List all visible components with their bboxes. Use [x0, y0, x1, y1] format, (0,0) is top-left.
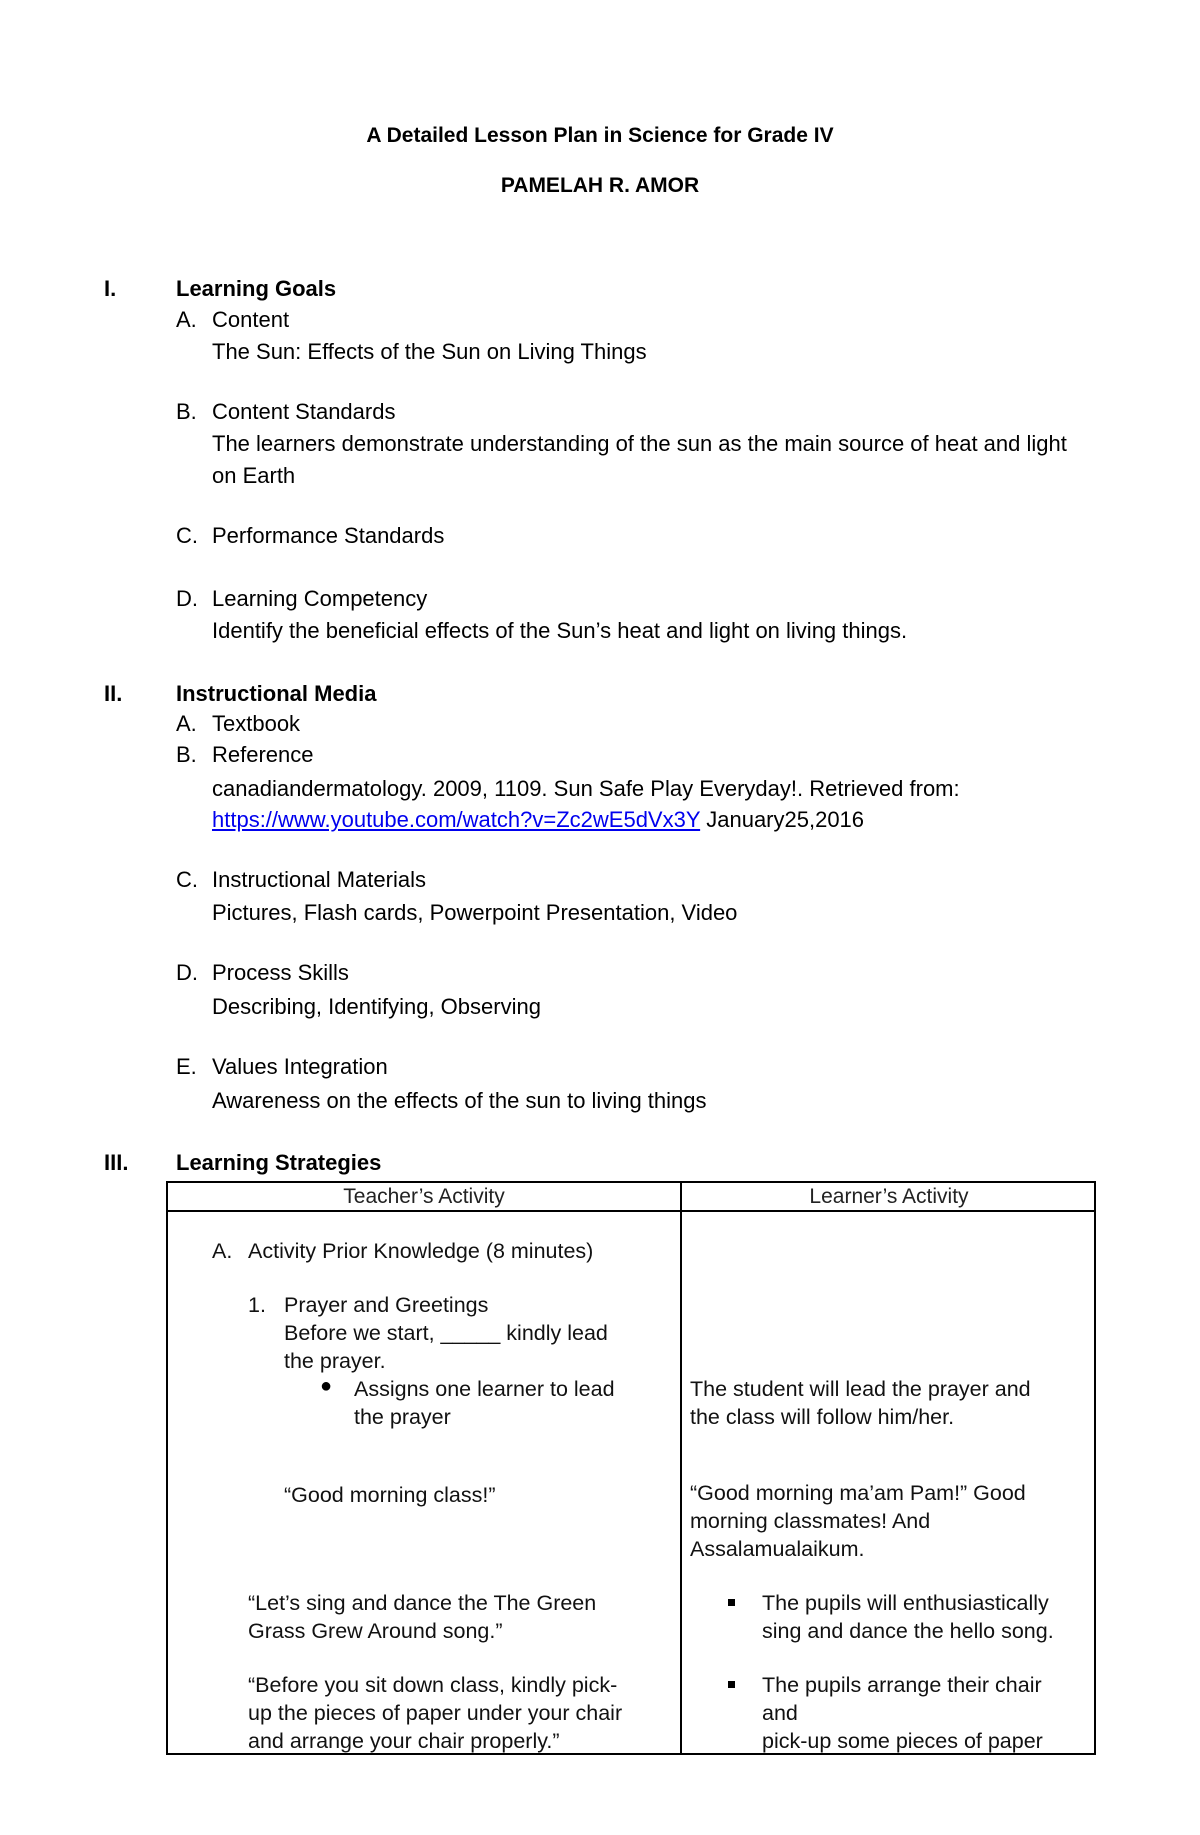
- bullet-dot-icon: ●: [320, 1375, 333, 1397]
- teacher-text: Assigns one learner to lead: [354, 1377, 615, 1401]
- learner-text: pick-up some pieces of paper: [762, 1729, 1043, 1753]
- learning-competency-text: Identify the beneficial effects of the Sun’s heat and light on living things.: [212, 618, 908, 643]
- reference-link-line: [212, 804, 864, 836]
- item-reference: [176, 742, 314, 768]
- item-title: Textbook: [212, 711, 301, 736]
- table-header-divider: [168, 1210, 1094, 1212]
- teacher-text: “Let’s sing and dance the The Green: [248, 1591, 597, 1615]
- item-title: Content: [212, 307, 290, 332]
- item-title: Instructional Materials: [212, 867, 426, 892]
- item-title: Reference: [212, 742, 314, 767]
- item-title: Performance Standards: [212, 523, 445, 548]
- section-heading-learning-strategies: Learning Strategies: [176, 1150, 382, 1175]
- item-label: D.: [176, 586, 198, 611]
- teacher-text: “Good morning class!”: [284, 1483, 496, 1507]
- learner-text: The pupils will enthusiastically: [762, 1591, 1049, 1615]
- learning-strategies-table: [166, 1181, 1096, 1755]
- teacher-item-number: 1.: [248, 1293, 266, 1317]
- section-heading-instructional-media: Instructional Media: [176, 681, 377, 706]
- table-column-divider: [680, 1183, 682, 1753]
- reference-link[interactable]: https://www.youtube.com/watch?v=Zc2wE5dVx3Y: [212, 807, 701, 832]
- reference-text: canadiandermatology. 2009, 1109. Sun Safe Play Everyday!. Retrieved from:: [212, 776, 960, 801]
- section-numeral: II.: [104, 681, 123, 706]
- column-header-learner: Learner’s Activity: [809, 1185, 969, 1208]
- item-label: B.: [176, 742, 197, 767]
- item-content-standards: [176, 399, 395, 425]
- teacher-text: and arrange your chair properly.”: [248, 1729, 560, 1753]
- item-label: C.: [176, 867, 198, 892]
- learner-text: Assalamualaikum.: [690, 1537, 865, 1561]
- learner-text: and: [762, 1701, 798, 1725]
- process-skills-text: Describing, Identifying, Observing: [212, 994, 541, 1019]
- teacher-text: Grass Grew Around song.”: [248, 1619, 503, 1643]
- teacher-item-title: Prayer and Greetings: [284, 1293, 489, 1317]
- item-content: [176, 307, 289, 333]
- teacher-step-label: A.: [212, 1239, 233, 1263]
- item-label: D.: [176, 960, 198, 985]
- learner-text: “Good morning ma’am Pam!” Good: [690, 1481, 1026, 1505]
- item-label: A.: [176, 307, 197, 332]
- learner-text: the class will follow him/her.: [690, 1405, 955, 1429]
- values-integration-text: Awareness on the effects of the sun to living things: [212, 1088, 707, 1113]
- item-textbook: [176, 711, 300, 737]
- item-label: C.: [176, 523, 198, 548]
- column-header-teacher: Teacher’s Activity: [343, 1185, 505, 1208]
- teacher-text: the prayer.: [284, 1349, 386, 1373]
- learner-text: The pupils arrange their chair: [762, 1673, 1042, 1697]
- teacher-text: up the pieces of paper under your chair: [248, 1701, 623, 1725]
- square-bullet-icon: [728, 1599, 735, 1606]
- item-values-integration: [176, 1054, 388, 1080]
- item-label: E.: [176, 1054, 197, 1079]
- instructional-materials-text: Pictures, Flash cards, Powerpoint Presentation, Video: [212, 900, 738, 925]
- item-label: A.: [176, 711, 197, 736]
- item-label: B.: [176, 399, 197, 424]
- teacher-text: Before we start, _____ kindly lead: [284, 1321, 608, 1345]
- content-standards-text-1: The learners demonstrate understanding of the sun as the main source of heat and light: [212, 431, 1067, 456]
- content-text: The Sun: Effects of the Sun on Living Things: [212, 339, 647, 364]
- item-title: Process Skills: [212, 960, 349, 985]
- author-name: PAMELAH R. AMOR: [500, 174, 700, 197]
- item-title: Content Standards: [212, 399, 396, 424]
- learner-text: The student will lead the prayer and: [690, 1377, 1031, 1401]
- item-title: Values Integration: [212, 1054, 388, 1079]
- item-learning-competency: [176, 586, 427, 612]
- square-bullet-icon: [728, 1681, 735, 1688]
- item-performance-standards: [176, 523, 444, 549]
- teacher-text: the prayer: [354, 1405, 451, 1429]
- item-title: Learning Competency: [212, 586, 428, 611]
- document-title: A Detailed Lesson Plan in Science for Grade IV: [366, 124, 834, 147]
- teacher-step-title: Activity Prior Knowledge (8 minutes): [248, 1239, 594, 1263]
- learner-text: morning classmates! And: [690, 1509, 931, 1533]
- section-numeral: III.: [104, 1150, 129, 1175]
- reference-date: January25,2016: [700, 807, 865, 832]
- teacher-text: “Before you sit down class, kindly pick-: [248, 1673, 618, 1697]
- item-instructional-materials: [176, 867, 426, 893]
- section-numeral: I.: [104, 276, 117, 301]
- learner-text: sing and dance the hello song.: [762, 1619, 1054, 1643]
- section-heading-learning-goals: Learning Goals: [176, 276, 337, 301]
- item-process-skills: [176, 960, 349, 986]
- content-standards-text-2: on Earth: [212, 463, 296, 488]
